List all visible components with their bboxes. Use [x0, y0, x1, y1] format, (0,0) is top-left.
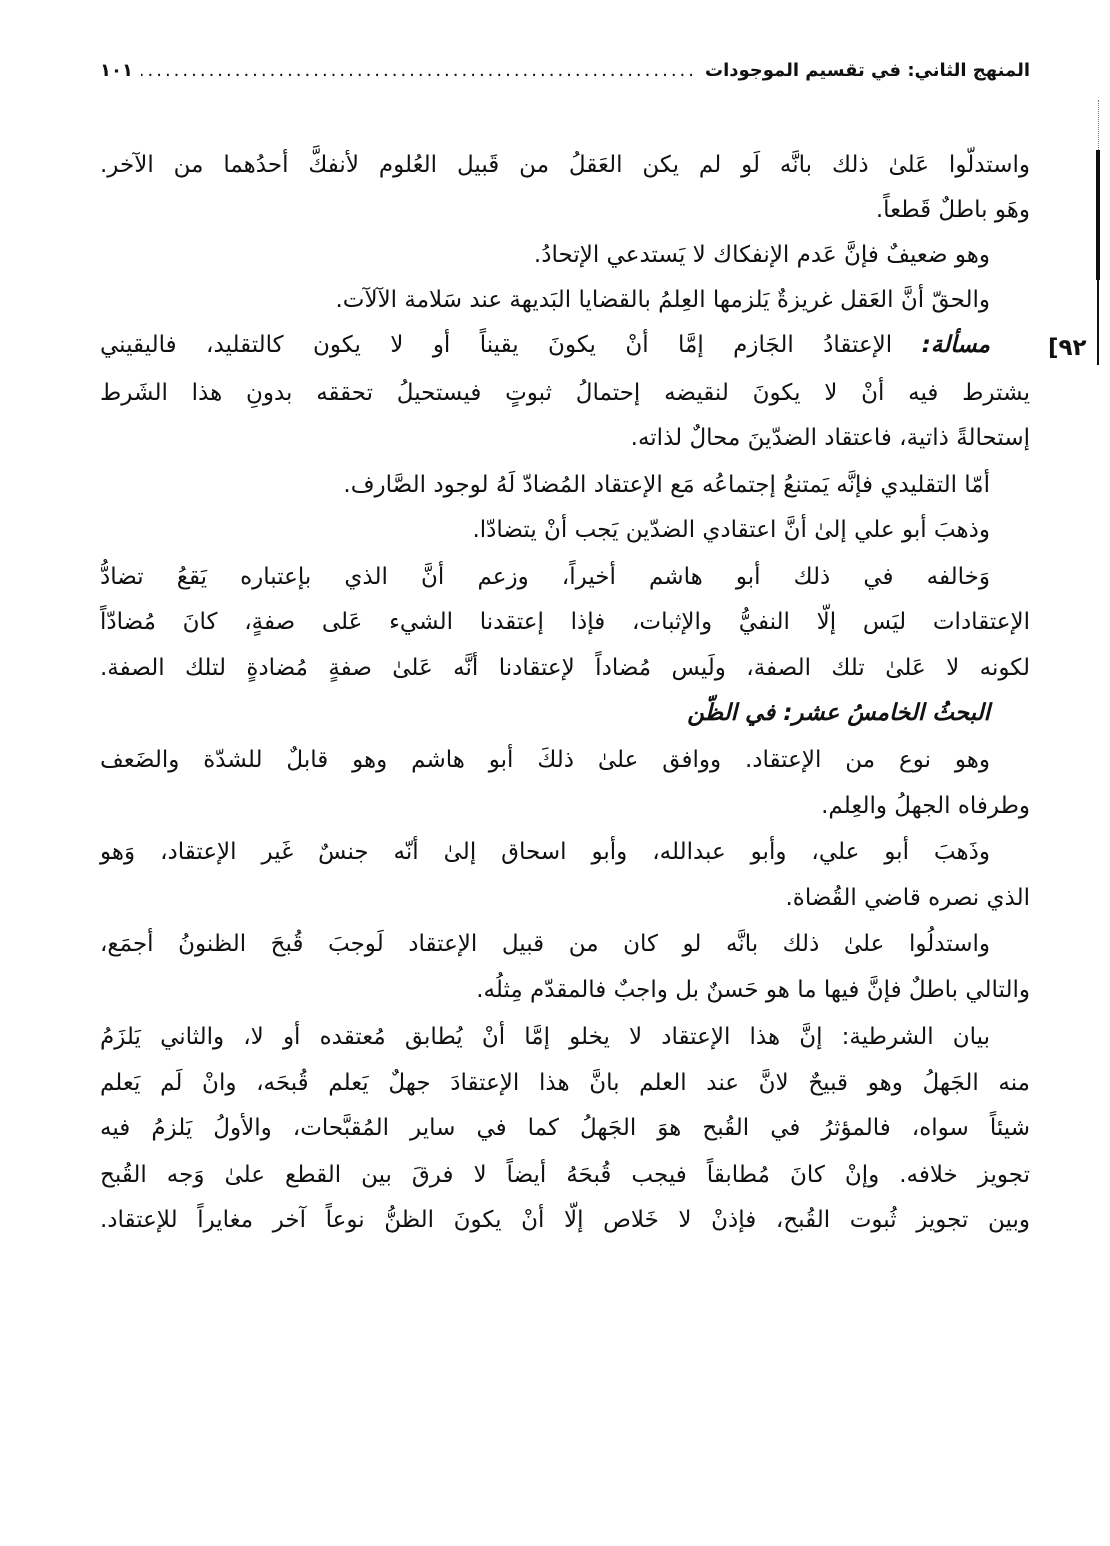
text-line: وهَو باطلٌ قَطعاً. — [875, 197, 1030, 223]
text-line: وهو نوع من الإعتقاد. ووافق علىٰ ذلكَ أبو هاشم وهو قابلٌ للشدّة والضَعف — [100, 747, 990, 773]
text-line: الإعتقادات ليَس إلّا النفيُّ والإثبات، فإذا إعتقدنا الشيء عَلى صفةٍ، كانَ مُضادّاً — [100, 609, 1030, 635]
text-line: وطرفاه الجهلُ والعِلم. — [821, 793, 1030, 819]
margin-rule-thin — [1097, 280, 1099, 365]
margin-dotted-rule — [1098, 100, 1100, 150]
page-number: ١٠١ — [100, 59, 133, 81]
issue-text: الإعتقادُ الجَازم إمَّا أنْ يكونَ يقيناً أو لا يكون كالتقليد، فاليقيني — [100, 332, 893, 358]
text-line: والحقّ أنَّ العَقل غريزةٌ يَلزمها العِلمُ بالقضايا البَديهة عند سَلامة الآلآت. — [335, 287, 990, 313]
text-line: منه الجَهلُ وهو قبيحٌ لانَّ عند العلم بانَّ هذا الإعتقادَ جهلٌ يَعلم قُبحَه، وانْ لَم يَعلم — [100, 1070, 1030, 1096]
text-line: وبين تجويز ثُبوت القُبح، فإذنْ لا خَلاص إلّا أنْ يكونَ الظنُّ نوعاً آخر مغايراً للإعتقاد. — [100, 1207, 1030, 1233]
text-line: واستدلّوا عَلىٰ ذلك بانَّه لَو لم يكن العَقلُ من قَبيل العُلوم لأنفكَّ أحدُهما من الآخر. — [100, 152, 1030, 178]
issue-paragraph-line — [100, 325, 1030, 365]
text-line: واستدلُوا علىٰ ذلك بانَّه لو كان من قبيل الإعتقاد لَوجبَ قُبحَ الظنونُ أجمَع، — [100, 931, 990, 957]
text-line: شيئاً سواه، فالمؤثرُ في القُبح هوَ الجَهلُ كما في ساير المُقبَّحات، والأولُ يَلزمُ فيه — [100, 1115, 1030, 1141]
text-line: تجويز خلافه. وإنْ كانَ مُطابقاً فيجب قُبحَهُ أيضاً لا فرقَ بين القطع علىٰ وَجه القُبح — [100, 1162, 1030, 1188]
text-line: بيان الشرطية: إنَّ هذا الإعتقاد لا يخلو إمَّا أنْ يُطابق مُعتقده أو لا، والثاني يَلزَمُ — [100, 1024, 990, 1050]
running-header — [100, 55, 1030, 85]
text-line: لكونه لا عَلىٰ تلك الصفة، ولَيس مُضاداً لإعتقادنا أنَّه عَلىٰ صفةٍ مُضادةٍ لتلك الصفة. — [100, 655, 1030, 681]
issue-label: مسألة: — [921, 332, 990, 358]
text-line: والتالي باطلٌ فإنَّ فيها ما هو حَسنٌ بل واجبٌ فالمقدّم مِثلُه. — [476, 977, 1030, 1003]
text-line: وذهبَ أبو علي إلىٰ أنَّ اعتقادي الضدّين يَجب أنْ يتضادّا. — [472, 517, 990, 543]
text-line: وذَهبَ أبو علي، وأبو عبدالله، وأبو اسحاق إلىٰ أنّه جنسٌ غَير الإعتقاد، وَهو — [100, 839, 990, 865]
section-heading: البحثُ الخامسُ عشر: في الظّن — [687, 700, 990, 726]
text-line: وَخالفه في ذلك أبو هاشم أخيراً، وزعم أنَّ الذي بإعتباره يَقعُ تضادُّ — [100, 564, 990, 590]
text-line: إستحالةً ذاتية، فاعتقاد الضدّينَ محالٌ لذاته. — [630, 425, 1030, 451]
original-page-marker: [٩٢ — [1048, 335, 1087, 361]
leader-dots — [141, 60, 697, 81]
text-line: الذي نصره قاضي القُضاة. — [785, 885, 1030, 911]
running-header-title: المنهج الثاني: في تقسيم الموجودات — [705, 59, 1030, 81]
text-line: يشترط فيه أنْ لا يكونَ لنقيضه إحتمالُ ثبوتٍ فيستحيلُ تحققه بدونِ هذا الشَرط — [100, 380, 1030, 406]
text-line: أمّا التقليدي فإنَّه يَمتنعُ إجتماعُه مَع الإعتقاد المُضادّ لَهُ لوجود الصَّارف. — [343, 472, 990, 498]
text-line: وهو ضعيفٌ فإنَّ عَدم الإنفكاك لا يَستدعي الإتحادُ. — [533, 242, 990, 268]
margin-rule — [1096, 150, 1100, 280]
